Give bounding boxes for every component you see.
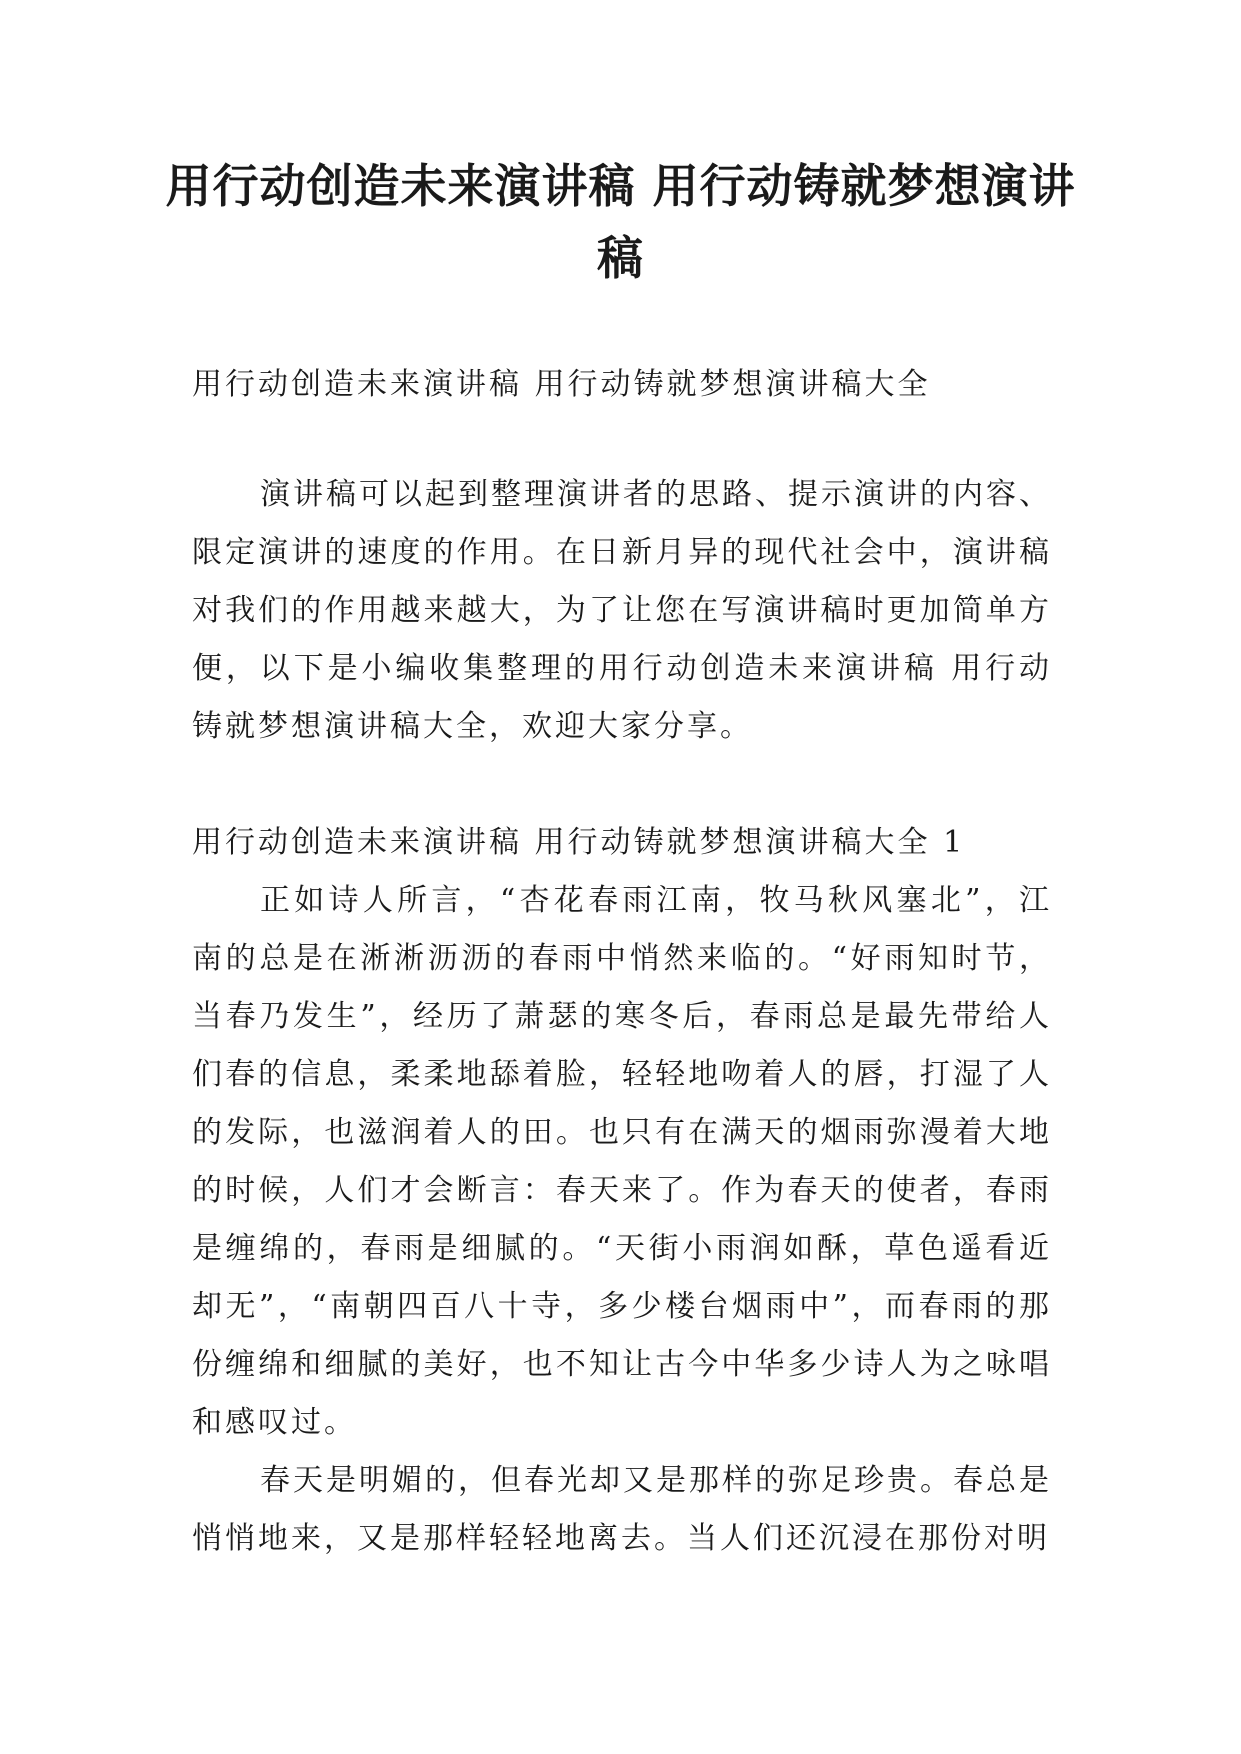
body-paragraph: 春天是明媚的，但春光却又是那样的弥足珍贵。春总是悄悄地来，又是那样轻轻地离去。当人们还沉浸在那份对明: [192, 1463, 1052, 1556]
section-heading: 用行动创造未来演讲稿 用行动铸就梦想演讲稿大全 1: [192, 825, 966, 860]
document-subtitle: 用行动创造未来演讲稿 用行动铸就梦想演讲稿大全: [192, 367, 931, 402]
intro-paragraph: 演讲稿可以起到整理演讲者的思路、提示演讲的内容、限定演讲的速度的作用。在日新月异的现代社会中，演讲稿对我们的作用越来越大，为了让您在写演讲稿时更加简单方便，以下是小编收集整理的用行动创造未来演讲稿 用行动铸就梦想演讲稿大全，欢迎大家分享。: [192, 477, 1052, 744]
document-title: 用行动创造未来演讲稿 用行动铸就梦想演讲稿: [165, 159, 1076, 285]
body-paragraph: 正如诗人所言，“杏花春雨江南，牧马秋风塞北”，江南的总是在淅淅沥沥的春雨中悄然来临的。“好雨知时节，当春乃发生”，经历了萧瑟的寒冬后，春雨总是最先带给人们春的信息，柔柔地舔着脸，轻轻地吻着人的唇，打湿了人的发际，也滋润着人的田。也只有在满天的烟雨弥漫着大地的时候，人们才会断言：春天来了。作为春天的使者，春雨是缠绵的，春雨是细腻的。“天街小雨润如酥，草色遥看近却无”，“南朝四百八十寺，多少楼台烟雨中”，而春雨的那份缠绵和细腻的美好，也不知让古今中华多少诗人为之咏唱和感叹过。: [192, 883, 1052, 1440]
